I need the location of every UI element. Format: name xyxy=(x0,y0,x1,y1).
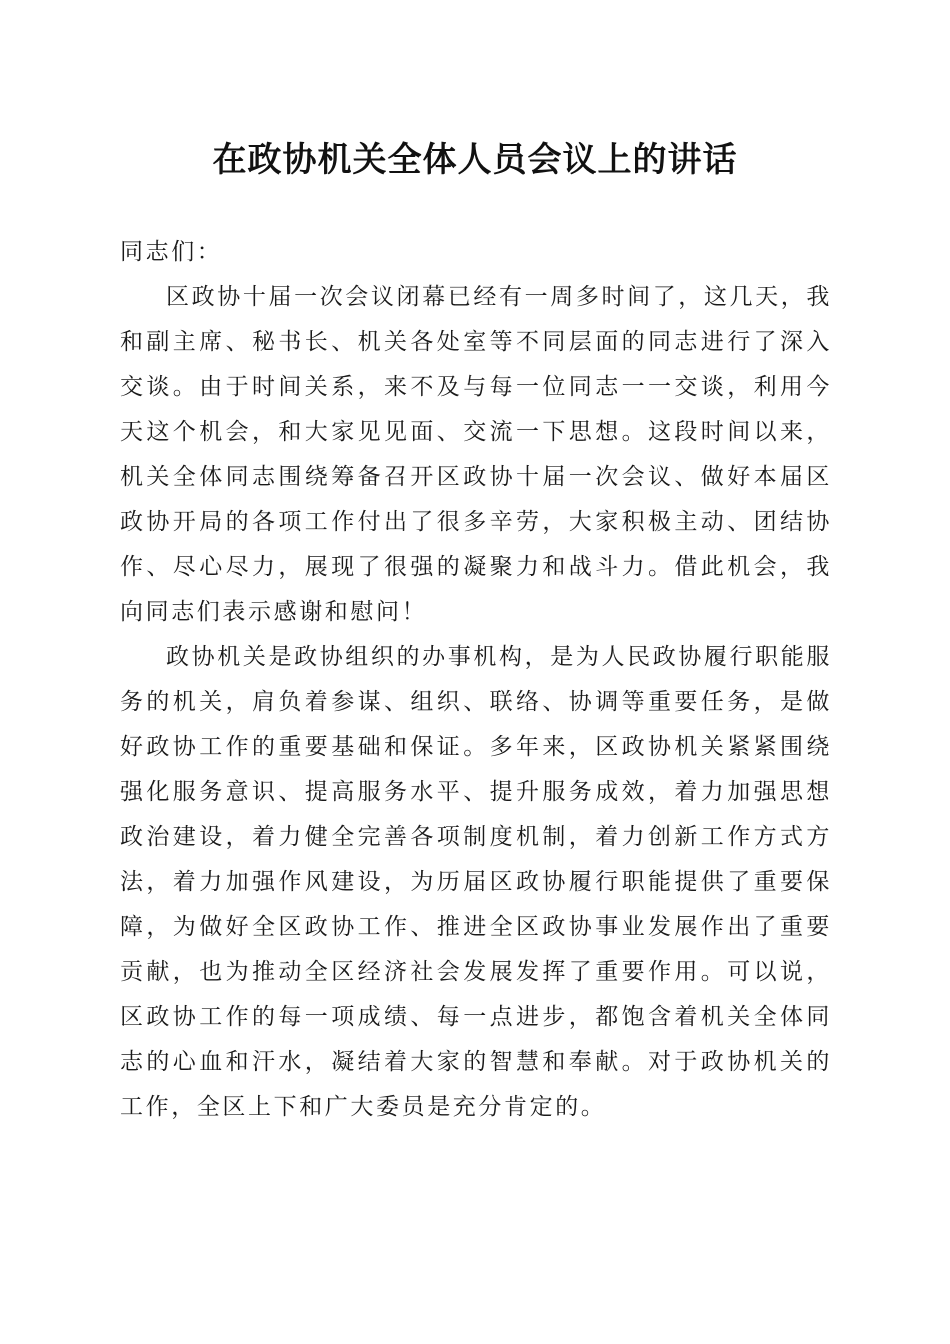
salutation: 同志们： xyxy=(120,239,223,265)
paragraph-1: 区政协十届一次会议闭幕已经有一周多时间了，这几天，我和副主席、秘书长、机关各处室等不同层面的同志进行了深入交谈。由于时间关系，来不及与每一位同志一一交谈，利用今天这个机会，和大家见见面、交流一下思想。这段时间以来，机关全体同志围绕筹备召开区政协十届一次会议、做好本届区政协开局的各项工作付出了很多辛劳，大家积极主动、团结协作、尽心尽力，展现了很强的凝聚力和战斗力。借此机会，我向同志们表示感谢和慰问！ xyxy=(120,284,832,625)
page-title: 在政协机关全体人员会议上的讲话 xyxy=(212,140,738,180)
paragraph-2: 政协机关是政协组织的办事机构，是为人民政协履行职能服务的机关，肩负着参谋、组织、联络、协调等重要任务，是做好政协工作的重要基础和保证。多年来，区政协机关紧紧围绕强化服务意识、提高服务水平、提升服务成效，着力加强思想政治建设，着力健全完善各项制度机制，着力创新工作方式方法，着力加强作风建设，为历届区政协履行职能提供了重要保障，为做好全区政协工作、推进全区政协事业发展作出了重要贡献，也为推动全区经济社会发展发挥了重要作用。可以说，区政协工作的每一项成绩、每一点进步，都饱含着机关全体同志的心血和汗水，凝结着大家的智慧和奉献。对于政协机关的工作，全区上下和广大委员是充分肯定的。 xyxy=(120,644,832,1120)
document-body xyxy=(120,230,832,1130)
